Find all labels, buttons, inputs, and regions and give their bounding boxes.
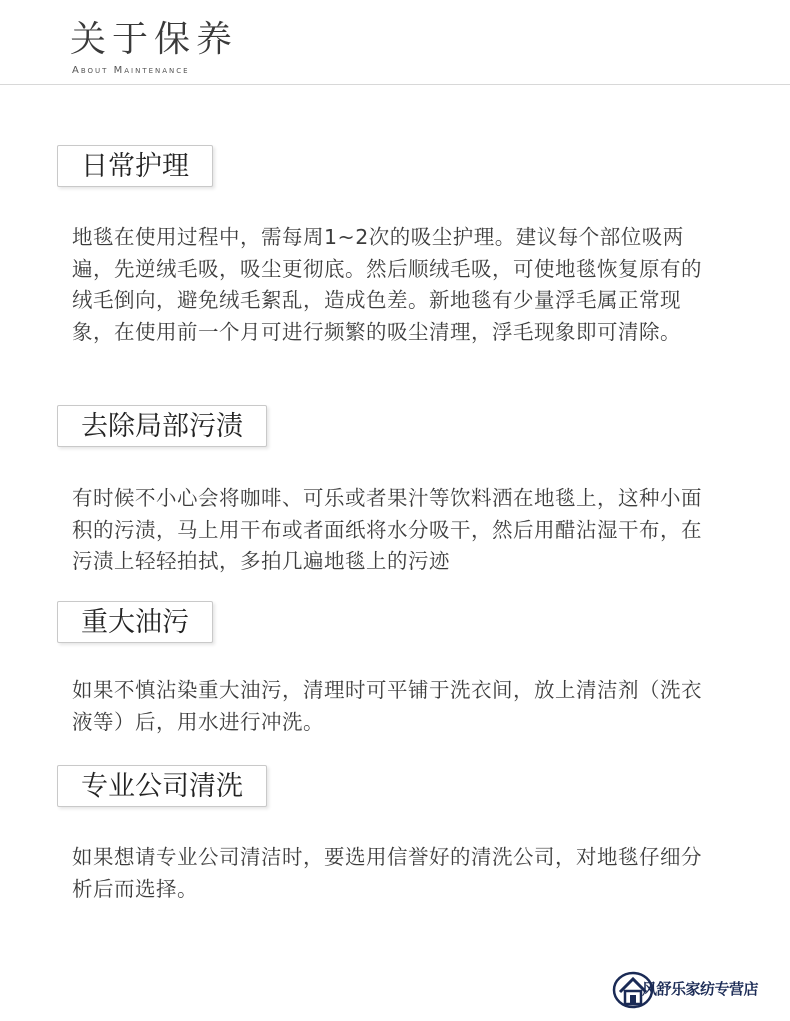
section-body: 有时候不小心会将咖啡、可乐或者果汁等饮料洒在地毯上，这种小面积的污渍，马上用干布或者面纸将水分吸干，然后用醋沾湿干布，在污渍上轻轻拍拭，多拍几遍地毯上的污迹 <box>72 486 702 574</box>
section-heading: 重大油污 <box>57 601 213 643</box>
page-title: 关于保养 <box>70 19 239 60</box>
store-logo <box>612 966 790 1010</box>
section-body: 如果想请专业公司清洁时，要选用信誉好的清洗公司，对地毯仔细分析后而选择。 <box>72 845 702 901</box>
section-body: 如果不慎沾染重大油污，清理时可平铺于洗衣间，放上清洁剂（洗衣液等）后，用水进行冲洗。 <box>72 678 702 734</box>
section-heading: 去除局部污渍 <box>57 405 267 447</box>
section-body: 地毯在使用过程中，需每周1~2次的吸尘护理。建议每个部位吸两遍，先逆绒毛吸，吸尘更彻底。然后顺绒毛吸，可使地毯恢复原有的绒毛倒向，避免绒毛絮乱，造成色差。新地毯有少量浮毛属正常现象，在使用前一个月可进行频繁的吸尘清理，浮毛现象即可清除。 <box>72 225 702 345</box>
section-heading: 日常护理 <box>57 145 213 187</box>
page-subtitle: About Maintenance <box>72 65 190 76</box>
page-header <box>0 0 790 85</box>
store-name: 风舒乐家纺专营店 <box>642 980 759 998</box>
section-heading: 专业公司清洗 <box>57 765 267 807</box>
